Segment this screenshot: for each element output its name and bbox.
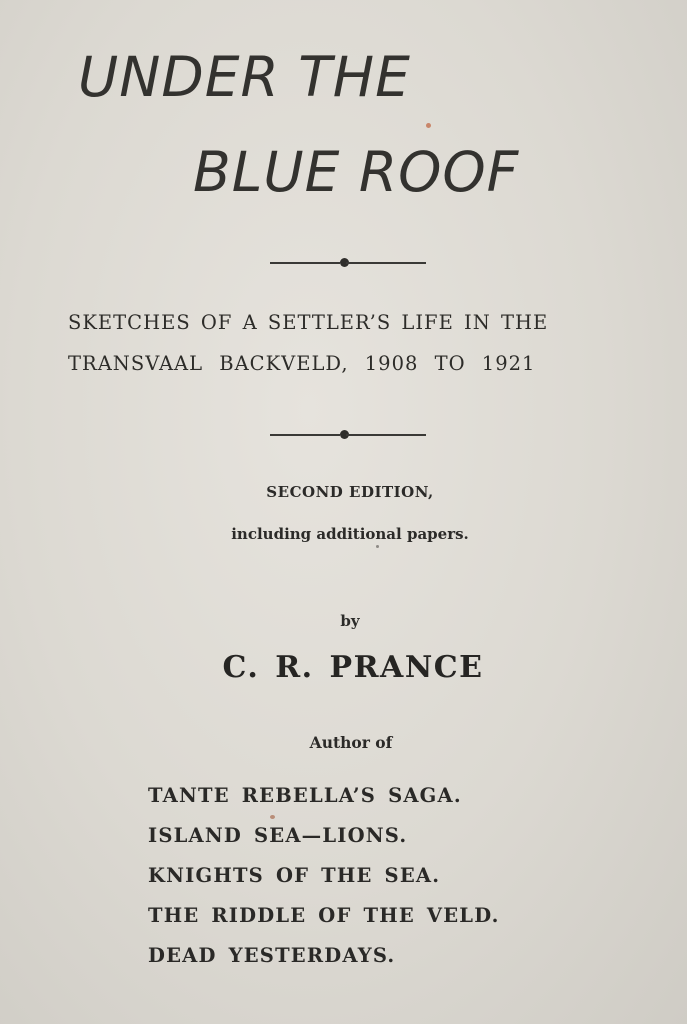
other-works-list	[148, 781, 500, 981]
by-label: by	[340, 612, 360, 630]
list-item: KNIGHTS OF THE SEA.	[148, 864, 441, 887]
list-item: DEAD YESTERDAYS.	[148, 944, 396, 967]
subtitle-line-1: SKETCHES OF A SETTLER’S LIFE IN THE	[68, 311, 549, 334]
list-item: THE RIDDLE OF THE VELD.	[148, 904, 500, 927]
author-of-label: Author of	[309, 733, 393, 752]
paper-speck	[270, 815, 275, 819]
paper-speck	[376, 545, 379, 548]
author-name: C. R. PRANCE	[222, 650, 484, 685]
list-item: TANTE REBELLA’S SAGA.	[148, 784, 462, 807]
ornament-divider	[270, 258, 426, 268]
ornament-divider	[270, 430, 426, 440]
subtitle-line-2: TRANSVAAL BACKVELD, 1908 TO 1921	[68, 352, 536, 375]
book-title-line-1: UNDER THE	[78, 45, 411, 109]
edition-note: including additional papers.	[231, 525, 469, 543]
paper-speck	[426, 123, 431, 128]
list-item: ISLAND SEA—LIONS.	[148, 824, 408, 847]
edition-label: SECOND EDITION,	[266, 483, 434, 501]
book-title-line-2: BLUE ROOF	[193, 140, 520, 204]
